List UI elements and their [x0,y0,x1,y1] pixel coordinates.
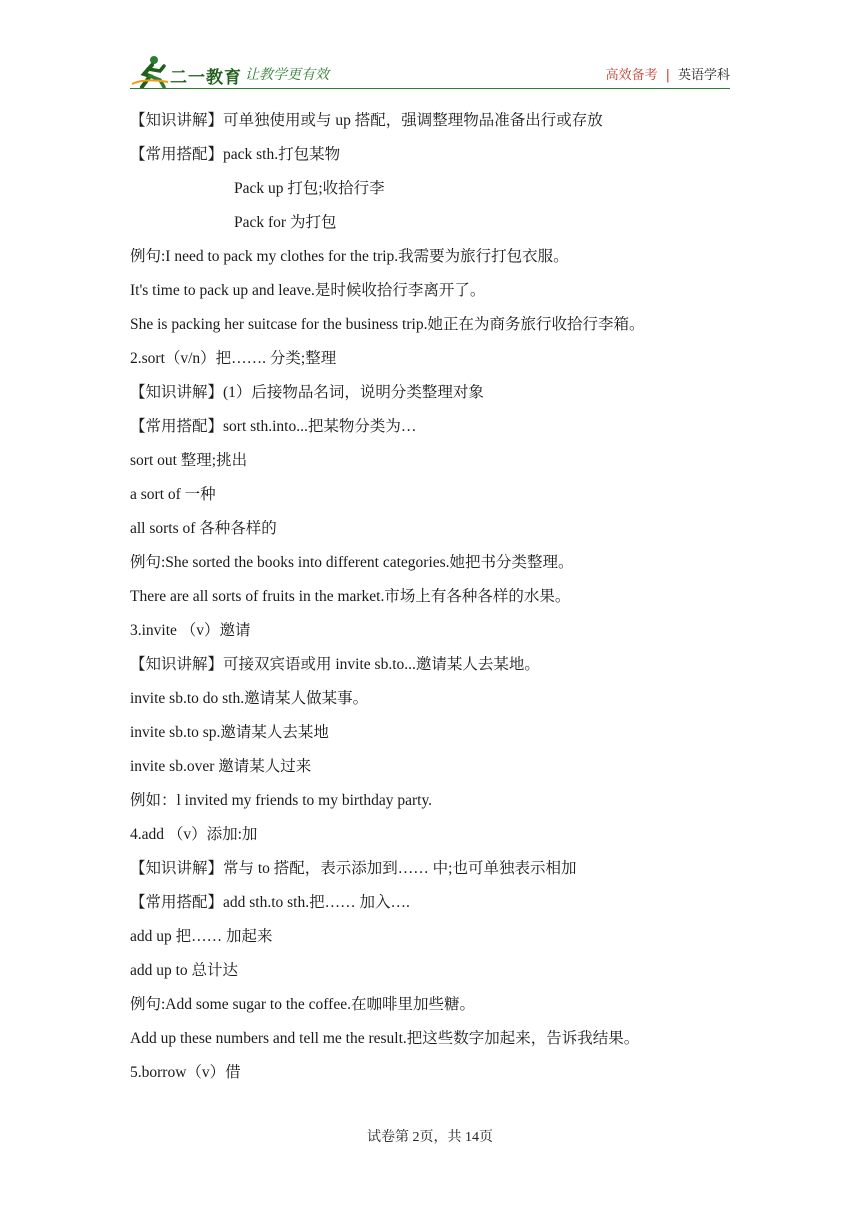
text-line: 【常用搭配】pack sth.打包某物 [130,146,341,163]
text-line: 【知识讲解】(1）后接物品名词，说明分类整理对象 [130,384,484,401]
text-line: 【知识讲解】可接双宾语或用 invite sb.to...邀请某人去某地。 [130,656,540,673]
text-line: Pack up 打包;收拾行李 [234,180,385,197]
text-line: 例句:Add some sugar to the coffee.在咖啡里加些糖。 [130,996,475,1013]
text-line: It's time to pack up and leave.是时候收拾行李离开了。 [130,282,486,299]
text-line: 例如：l invited my friends to my birthday party. [130,792,433,809]
text-line: 【知识讲解】可单独使用或与 up 搭配，强调整理物品准备出行或存放 [130,112,603,129]
section-heading: 4.add （v）添加:加 [130,826,258,843]
runner-logo-icon [130,54,170,90]
text-line: 【常用搭配】sort sth.into...把某物分类为… [130,418,417,435]
header-subject [606,64,730,83]
text-line: add up to 总计达 [130,962,239,979]
text-line: There are all sorts of fruits in the market.市场上有各种各样的水果。 [130,588,571,605]
text-line: a sort of 一种 [130,486,216,503]
section-heading: 2.sort（v/n）把……. 分类;整理 [130,350,337,367]
logo-slogan: 让教学更有效 [245,67,329,83]
text-line: sort out 整理;挑出 [130,452,248,469]
header-label-subject: 英语学科 [677,68,730,83]
document-body [130,104,740,1090]
logo-text: 二一教育 [170,68,242,88]
section-heading: 5.borrow（v）借 [130,1064,241,1081]
page-header [130,54,730,90]
text-line: Pack for 为打包 [234,214,337,231]
header-divider [130,88,730,89]
text-line: all sorts of 各种各样的 [130,520,277,537]
text-line: invite sb.to do sth.邀请某人做某事。 [130,690,369,707]
text-line: 【常用搭配】add sth.to sth.把…… 加入…. [130,894,410,911]
text-line: Add up these numbers and tell me the result.把这些数字加起来，告诉我结果。 [130,1030,640,1047]
text-line: invite sb.over 邀请某人过来 [130,758,312,775]
text-line: 【知识讲解】常与 to 搭配，表示添加到…… 中;也可单独表示相加 [130,860,577,877]
logo [130,54,370,90]
text-line: 例句:She sorted the books into different categories.她把书分类整理。 [130,554,574,571]
section-heading: 3.invite （v）邀请 [130,622,251,639]
page-footer: 试卷第 2页，共 14页 [367,1130,493,1145]
header-separator: | [665,68,670,83]
text-line: add up 把…… 加起来 [130,928,273,945]
text-line: 例句:I need to pack my clothes for the trip.我需要为旅行打包衣服。 [130,248,569,265]
text-line: She is packing her suitcase for the business trip.她正在为商务旅行收拾行李箱。 [130,316,645,333]
header-label-exam: 高效备考 [605,68,658,83]
text-line: invite sb.to sp.邀请某人去某地 [130,724,329,741]
